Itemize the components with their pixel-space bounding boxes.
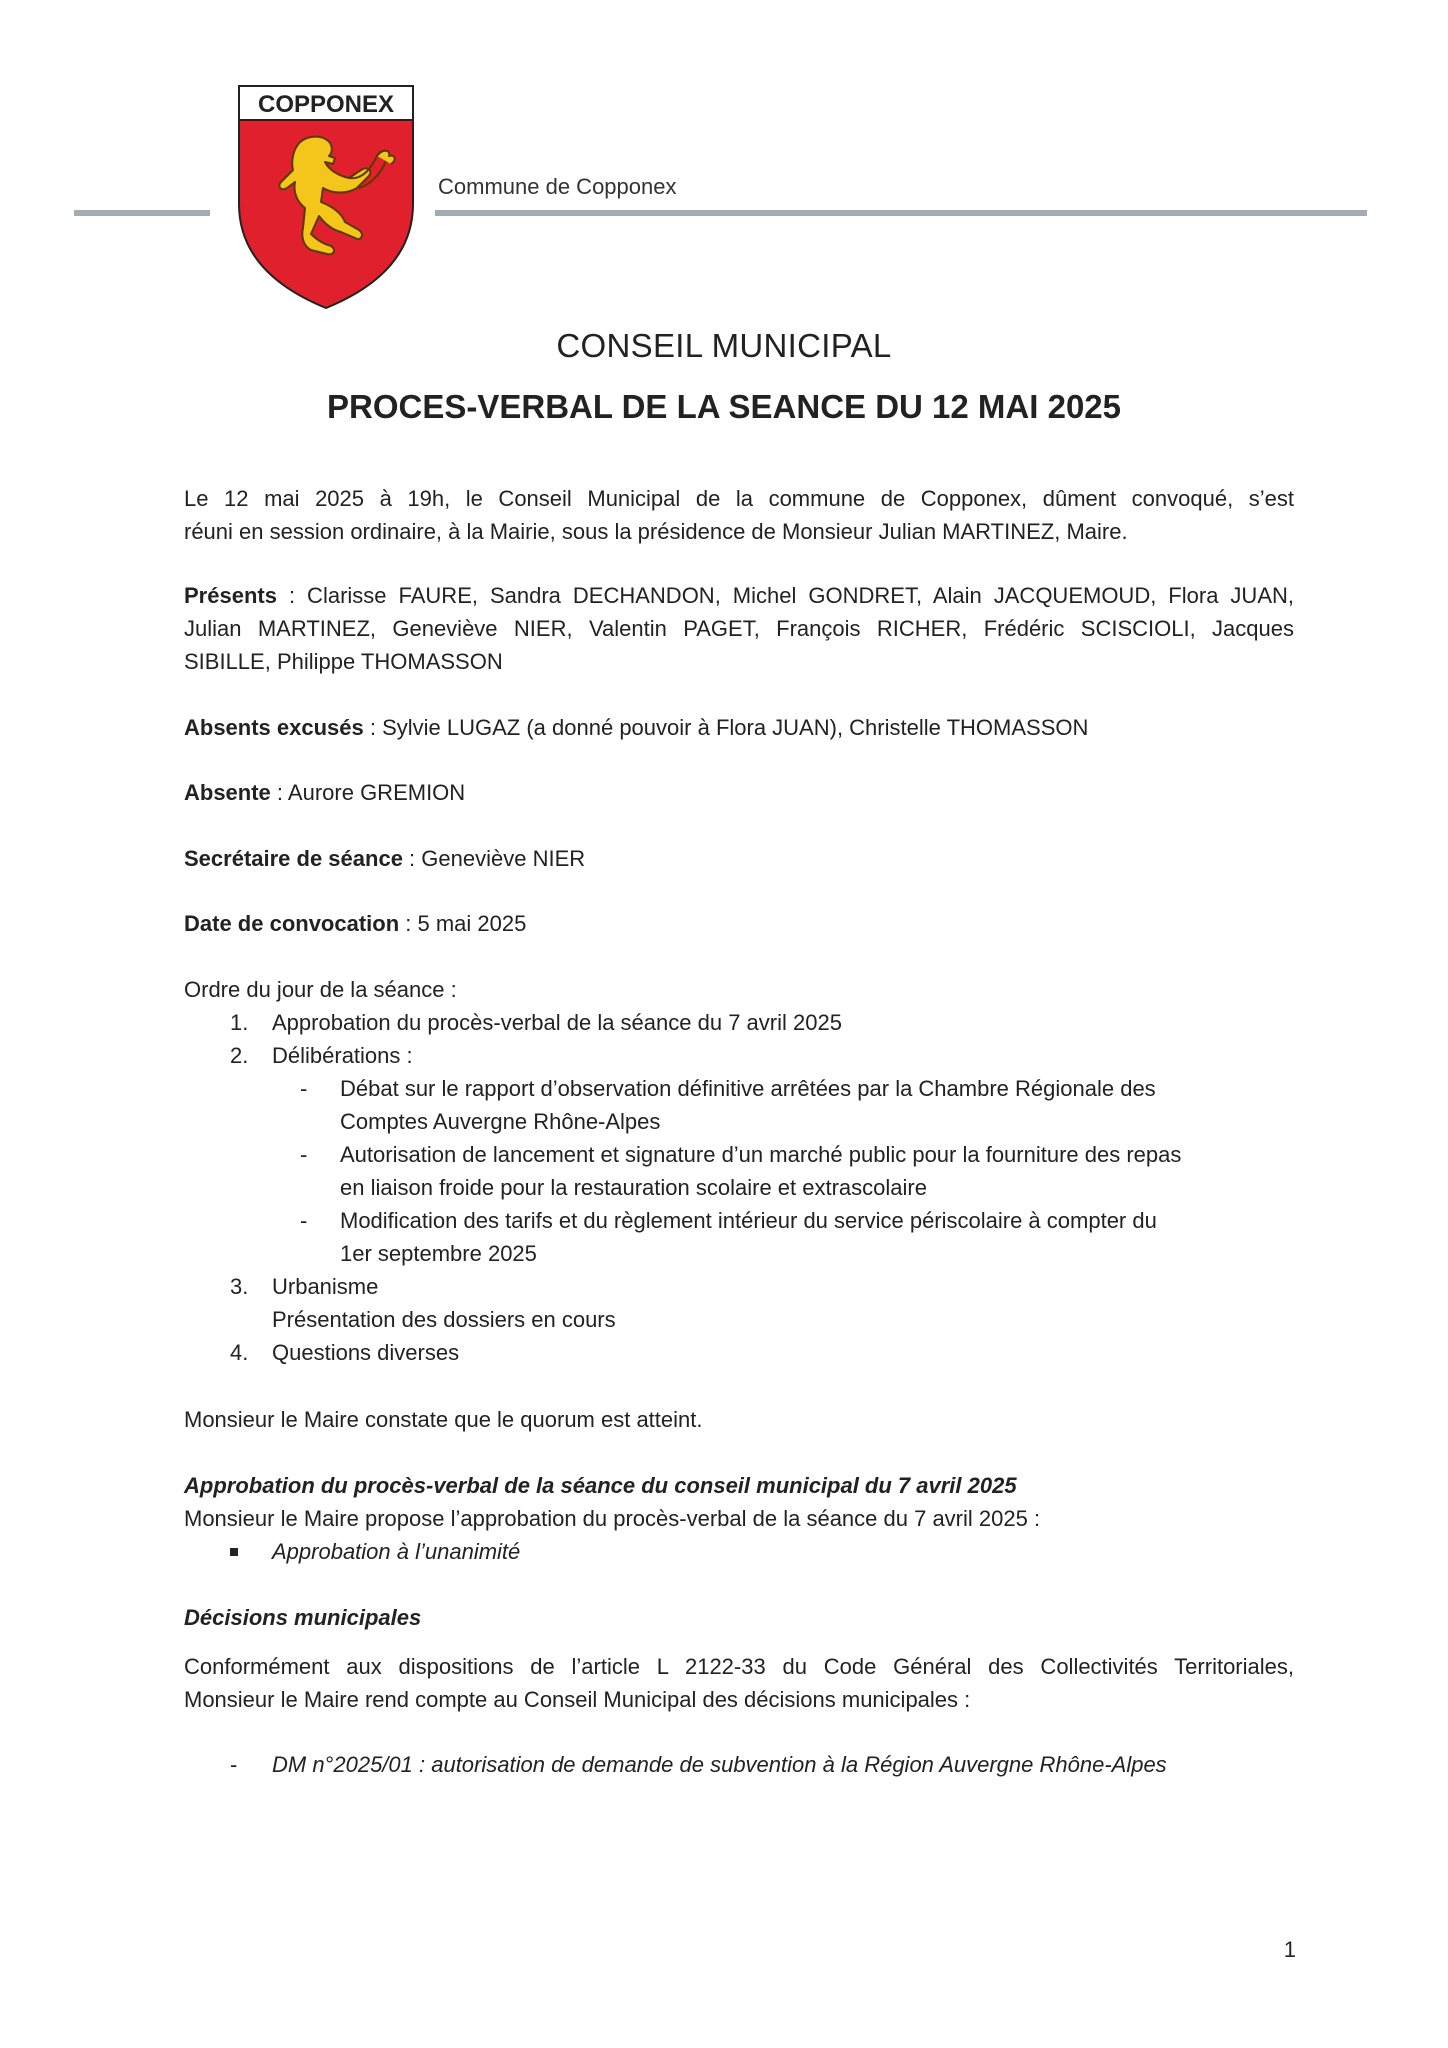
ordre-item-4: Questions diverses <box>272 1340 460 1365</box>
date-convocation <box>184 907 526 940</box>
header-rule-right <box>435 210 1367 216</box>
ordre-item-3: Urbanisme <box>272 1274 379 1299</box>
crest-label: COPPONEX <box>257 91 395 118</box>
secretaire-label: Secrétaire de séance <box>184 846 403 871</box>
decisions-line-2: Monsieur le Maire rend compte au Conseil Municipal des décisions municipales : <box>184 1687 971 1712</box>
absents-excuses-value: : Sylvie LUGAZ (a donné pouvoir à Flora JUAN), Christelle THOMASSON <box>363 715 1089 740</box>
secretaire-de-seance <box>184 842 585 875</box>
presents-line-3: SIBILLE, Philippe THOMASSON <box>184 649 503 674</box>
presents-line-1 <box>184 579 1294 612</box>
page-number: 1 <box>1283 1937 1296 1962</box>
presents-line-2: Julian MARTINEZ, Geneviève NIER, Valentin PAGET, François RICHER, Frédéric SCISCIOLI, Jacques <box>184 616 1294 641</box>
absente-value: : Aurore GREMION <box>270 780 466 805</box>
document-subtitle: PROCES-VERBAL DE LA SEANCE DU 12 MAI 2025 <box>326 388 1121 425</box>
approbation-result: Approbation à l’unanimité <box>272 1539 521 1564</box>
ordre-sub-3-line-2: 1er septembre 2025 <box>340 1241 537 1266</box>
intro-line-2: réuni en session ordinaire, à la Mairie, sous la présidence de Monsieur Julian MARTINEZ, Maire. <box>184 519 1128 544</box>
ordre-sub-3-line-1: Modification des tarifs et du règlement intérieur du service périscolaire à compter du <box>340 1208 1157 1233</box>
date-convocation-value: : 5 mai 2025 <box>399 911 527 936</box>
ordre-du-jour-heading: Ordre du jour de la séance : <box>184 977 457 1002</box>
ordre-item-3-sub: Présentation des dossiers en cours <box>272 1307 616 1332</box>
ordre-item-1: Approbation du procès-verbal de la séance du 7 avril 2025 <box>272 1010 842 1035</box>
approbation-heading: Approbation du procès-verbal de la séance du conseil municipal du 7 avril 2025 <box>184 1473 1017 1498</box>
ordre-sub-1-line-2: Comptes Auvergne Rhône-Alpes <box>340 1109 661 1134</box>
ordre-sub-2-line-2: en liaison froide pour la restauration scolaire et extrascolaire <box>340 1175 927 1200</box>
ordre-sub-1-dash: - <box>300 1076 308 1101</box>
ordre-item-3-number: 3. <box>230 1274 249 1299</box>
decisions-heading: Décisions municipales <box>184 1605 422 1630</box>
copponex-crest-logo <box>237 84 415 310</box>
absente <box>184 776 465 809</box>
header-rule-left <box>74 210 210 216</box>
presents-label: Présents <box>184 583 277 608</box>
ordre-sub-3-dash: - <box>300 1208 308 1233</box>
absente-label: Absente <box>184 780 271 805</box>
date-convocation-label: Date de convocation <box>184 911 400 936</box>
ordre-sub-2-line-1: Autorisation de lancement et signature d’un marché public pour la fourniture des repas <box>340 1142 1182 1167</box>
dm1-dash: - <box>230 1752 238 1777</box>
secretaire-value: : Geneviève NIER <box>402 846 586 871</box>
ordre-sub-1-line-1: Débat sur le rapport d’observation définitive arrêtées par la Chambre Régionale des <box>340 1076 1156 1101</box>
presents-value-1: : Clarisse FAURE, Sandra DECHANDON, Michel GONDRET, Alain JACQUEMOUD, Flora JUAN, <box>276 583 1294 608</box>
document-title: CONSEIL MUNICIPAL <box>556 327 892 364</box>
ordre-item-1-number: 1. <box>230 1010 249 1035</box>
ordre-item-2: Délibérations : <box>272 1043 413 1068</box>
absents-excuses <box>184 711 1088 744</box>
intro-line-1: Le 12 mai 2025 à 19h, le Conseil Municipal de la commune de Copponex, dûment convoqué, s’est <box>184 486 1294 511</box>
quorum-statement: Monsieur le Maire constate que le quorum est atteint. <box>184 1407 703 1432</box>
decisions-line-1: Conformément aux dispositions de l’article L 2122-33 du Code Général des Collectivités Territoriales, <box>184 1654 1294 1679</box>
bullet-square-icon <box>230 1548 238 1556</box>
ordre-sub-2-dash: - <box>300 1142 308 1167</box>
ordre-item-4-number: 4. <box>230 1340 249 1365</box>
commune-name: Commune de Copponex <box>438 174 677 199</box>
absents-excuses-label: Absents excusés <box>184 715 364 740</box>
ordre-item-2-number: 2. <box>230 1043 249 1068</box>
approbation-text: Monsieur le Maire propose l’approbation du procès-verbal de la séance du 7 avril 2025 : <box>184 1506 1041 1531</box>
decision-dm-2025-01: DM n°2025/01 : autorisation de demande de subvention à la Région Auvergne Rhône-Alpes <box>272 1752 1167 1777</box>
